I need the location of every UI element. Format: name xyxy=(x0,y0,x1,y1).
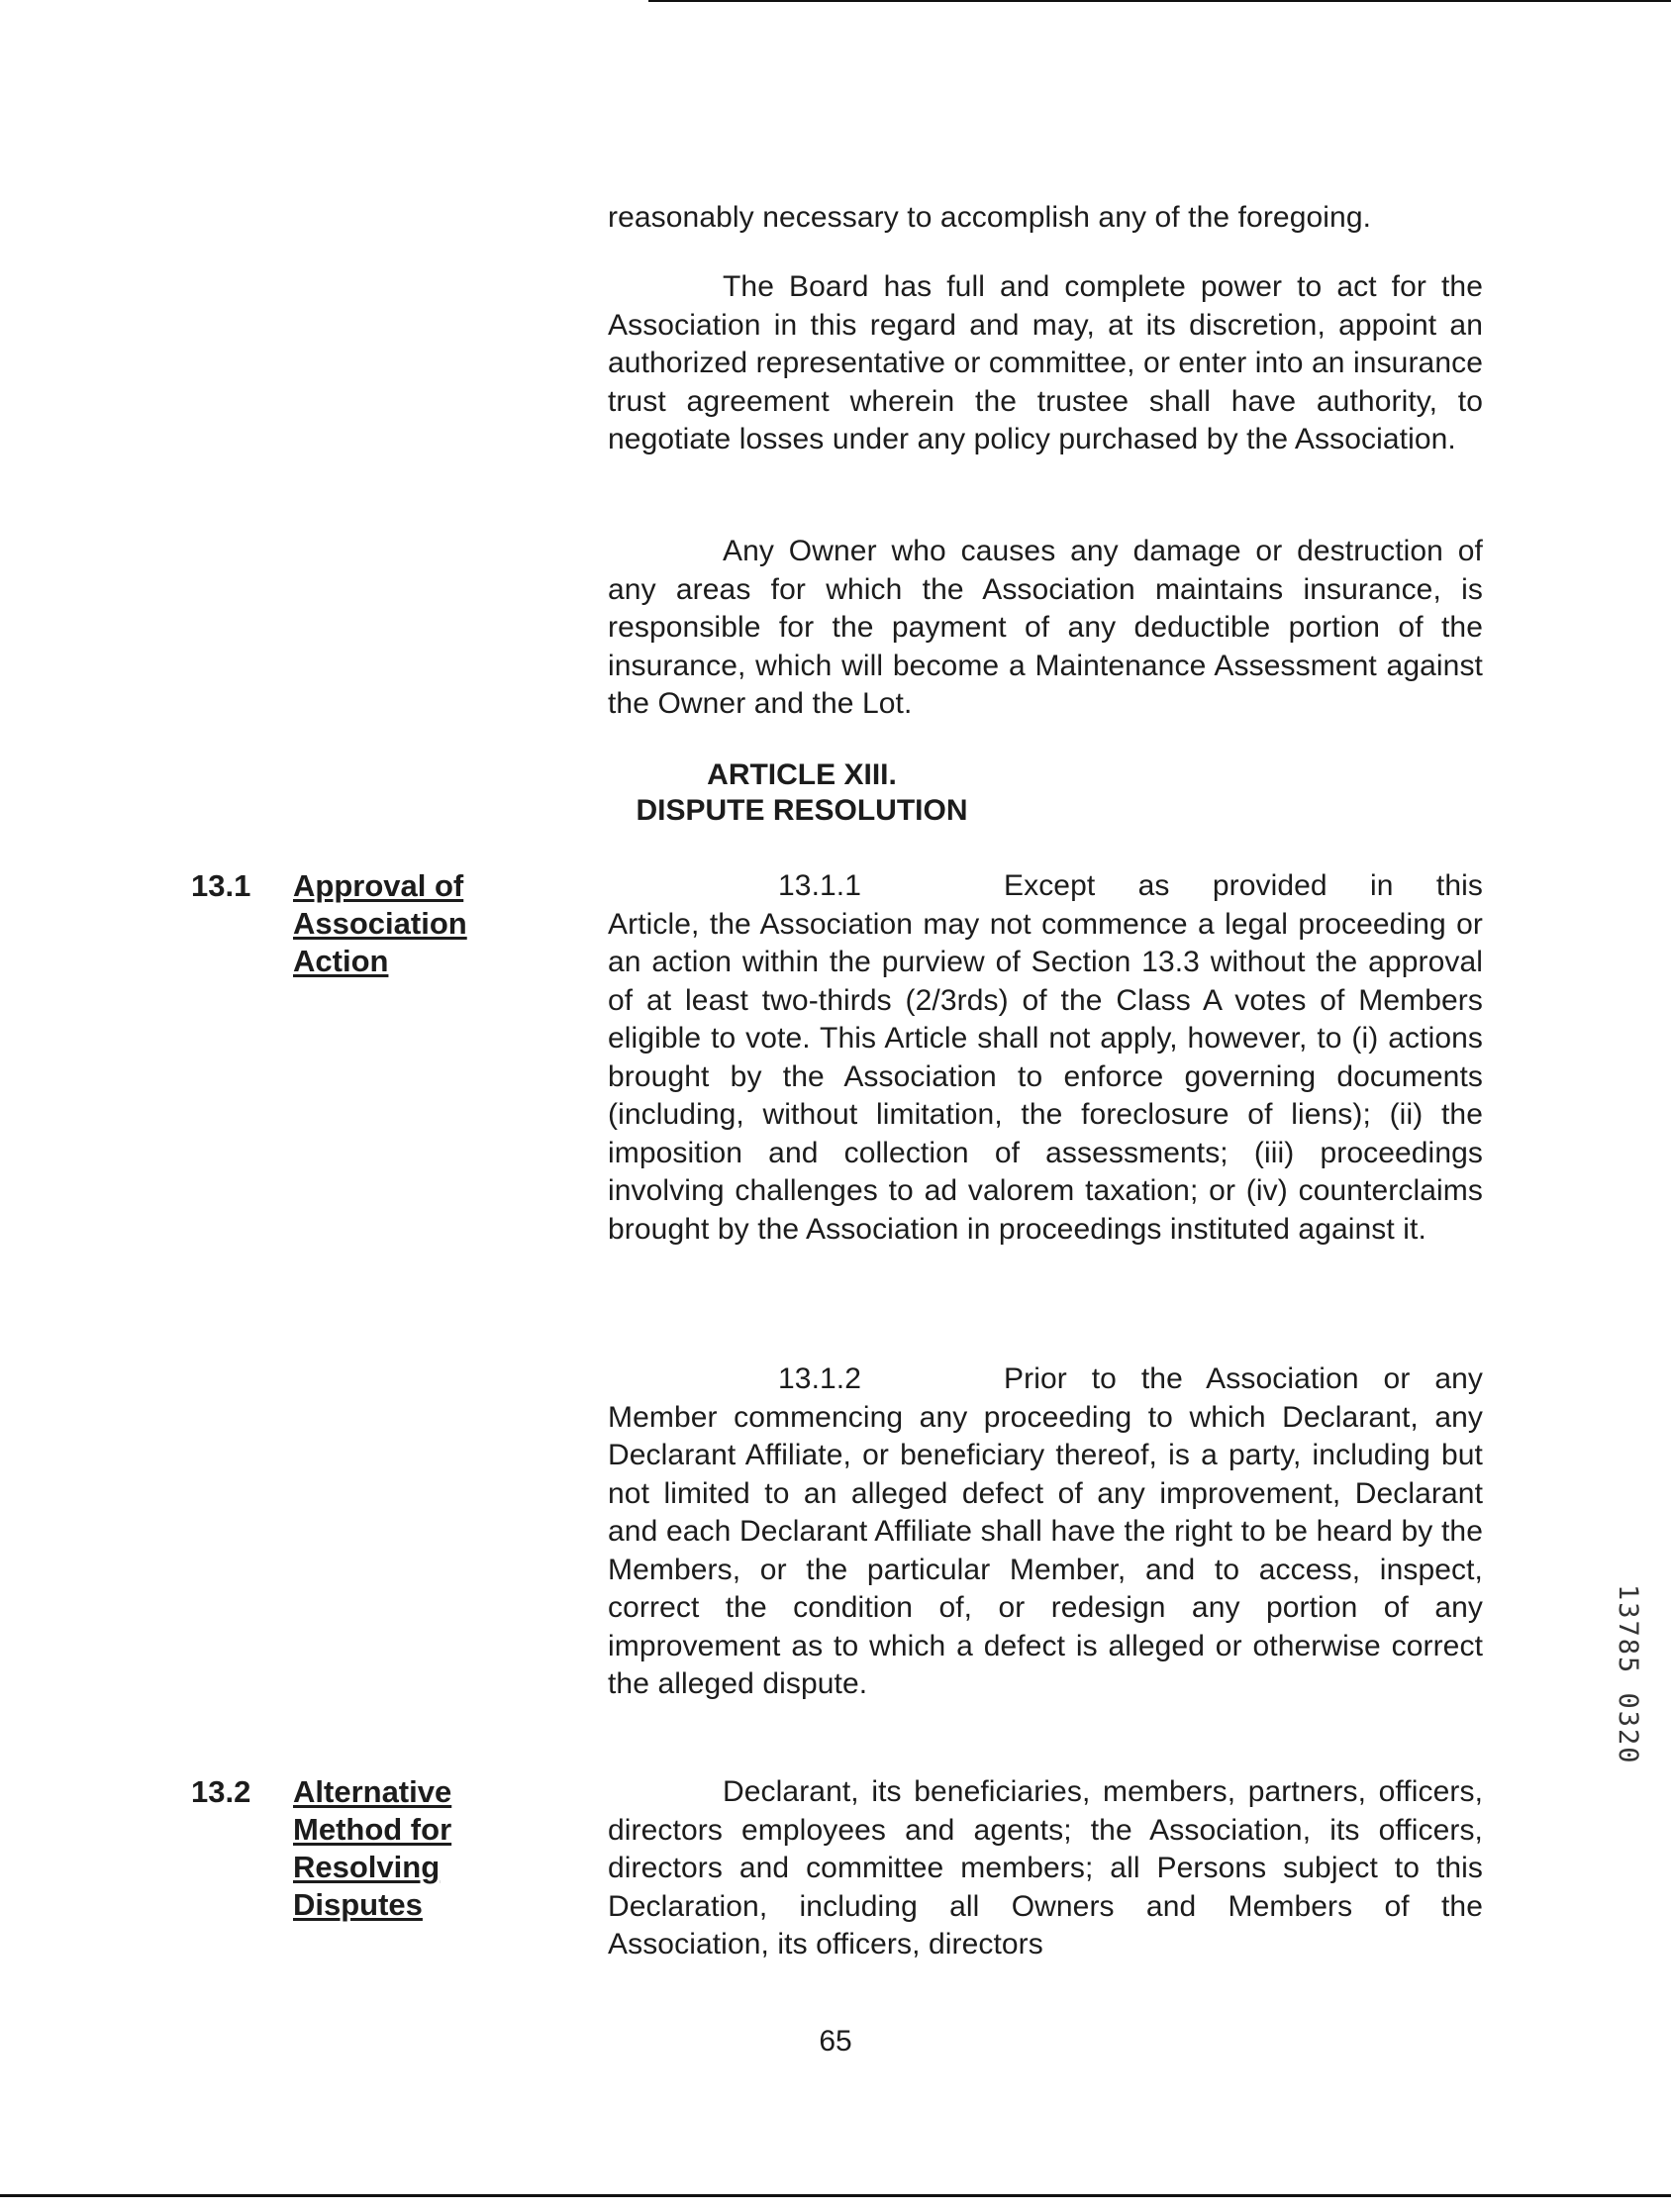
board-paragraph-block xyxy=(608,268,1483,459)
article-title: DISPUTE RESOLUTION xyxy=(636,794,968,827)
owner-paragraph-block xyxy=(608,533,1483,724)
subsection-13-1-1-number: 13.1.1 xyxy=(778,869,862,902)
board-paragraph: The Board has full and complete power to act for the Association in this regard and may, at its discretion, appoint an authorized representative or committee, or enter into an insurance trust agreement wherein the trustee shall have authority, to negotiate losses under any policy purchased by the Association. xyxy=(608,270,1483,455)
subsection-13-1-2-number: 13.1.2 xyxy=(778,1362,862,1395)
bates-stamp xyxy=(1610,1584,1649,1861)
top-rule xyxy=(648,0,1671,2)
subsection-13-1-2-text: Member commencing any proceeding to which Declarant, any Declarant Affiliate, or beneficiary thereof, is a party, including but not limited to an alleged defect of any improvement, Declarant and each Declarant Affiliate shall have the right to be heard by the Members, or the particular Member, and to access, inspect, correct the condition of, or redesign any portion of any improvement as to which a defect is alleged or otherwise correct the alleged dispute. xyxy=(608,1400,1483,1700)
section-13-2-text: Declarant, its beneficiaries, members, partners, officers, directors employees and agents; the Association, its officers, directors and committee members; all Persons subject to this Declaration, including all Owners and Members of the Association, its officers, directors xyxy=(608,1775,1483,1961)
owner-paragraph: Any Owner who causes any damage or destruction of any areas for which the Association maintains insurance, is responsible for the payment of any deductible portion of the insurance, which will become a Maintenance Assessment against the Owner and the Lot. xyxy=(608,535,1483,720)
article-heading xyxy=(554,757,1049,829)
section-13-2-number: 13.2 xyxy=(191,1774,251,1809)
subsection-13-1-2-lead: Prior to the Association or any xyxy=(1004,1362,1483,1395)
bottom-rule xyxy=(0,2194,1671,2197)
section-13-2-text-block xyxy=(608,1773,1483,1964)
subsection-13-1-1-lead: Except as provided in this xyxy=(1004,869,1483,902)
subsection-13-1-2 xyxy=(608,1360,1483,1704)
subsection-13-1-1 xyxy=(608,867,1483,1249)
article-number: ARTICLE XIII. xyxy=(707,758,897,791)
bates-number: 13785 0320 xyxy=(1613,1584,1643,1765)
subsection-13-1-1-text: Article, the Association may not commence a legal proceeding or an action within the purview of Section 13.3 without the approval of at least two-thirds (2/3rds) of the Class A votes of Members eligible to vote. This Article shall not apply, however, to (i) actions brought by the Association to enforce governing documents (including, without limitation, the foreclosure of liens); (ii) the imposition and collection of assessments; (iii) proceedings involving challenges to ad valorem taxation; or (iv) counterclaims brought by the Association in proceedings instituted against it. xyxy=(608,907,1483,1246)
continuation-text xyxy=(608,199,1483,238)
section-13-1-title: Approval of Association Action xyxy=(293,868,467,978)
continuation-paragraph: reasonably necessary to accomplish any of the foregoing. xyxy=(608,201,1372,234)
section-13-1-number: 13.1 xyxy=(191,868,251,903)
page-number: 65 xyxy=(819,2025,852,2058)
section-13-2-title: Alternative Method for Resolving Disputes xyxy=(293,1774,452,1922)
